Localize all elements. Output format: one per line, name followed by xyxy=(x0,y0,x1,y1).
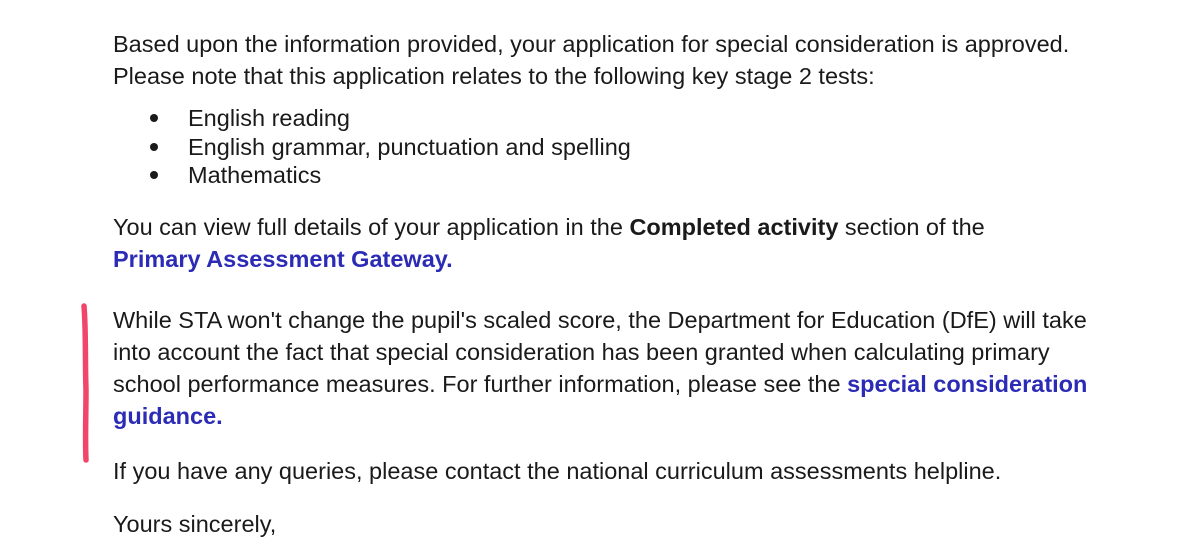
details-text-start: You can view full details of your application in the xyxy=(113,213,630,240)
highlight-marker-stroke xyxy=(0,0,120,551)
special-consideration-guidance-link[interactable]: special consideration guidance. xyxy=(113,370,1088,429)
key-stage-tests-list xyxy=(113,104,1113,190)
scaled-score-paragraph xyxy=(113,304,1113,432)
list-item: Mathematics xyxy=(113,161,1113,190)
letter-body xyxy=(113,28,1113,540)
approval-paragraph: Based upon the information provided, your application for special consideration is approved. Please note that this application relates to the following key stage 2 tests: xyxy=(113,31,1070,89)
details-paragraph xyxy=(113,211,1113,275)
queries-paragraph: If you have any queries, please contact the national curriculum assessments helpline. xyxy=(113,457,1002,484)
scaled-score-text: While STA won't change the pupil's scaled score, the Department for Education (DfE) will take into account the fact that special consideration has been granted when calculating primary school performance measures. For further information, please see the xyxy=(113,306,1087,397)
sign-off: Yours sincerely, xyxy=(113,510,277,537)
list-item: English grammar, punctuation and spelling xyxy=(113,133,1113,162)
primary-assessment-gateway-link[interactable]: Primary Assessment Gateway. xyxy=(113,245,453,272)
list-item: English reading xyxy=(113,104,1113,133)
completed-activity-label: Completed activity xyxy=(629,213,839,240)
details-text-middle: section of the xyxy=(838,213,985,240)
